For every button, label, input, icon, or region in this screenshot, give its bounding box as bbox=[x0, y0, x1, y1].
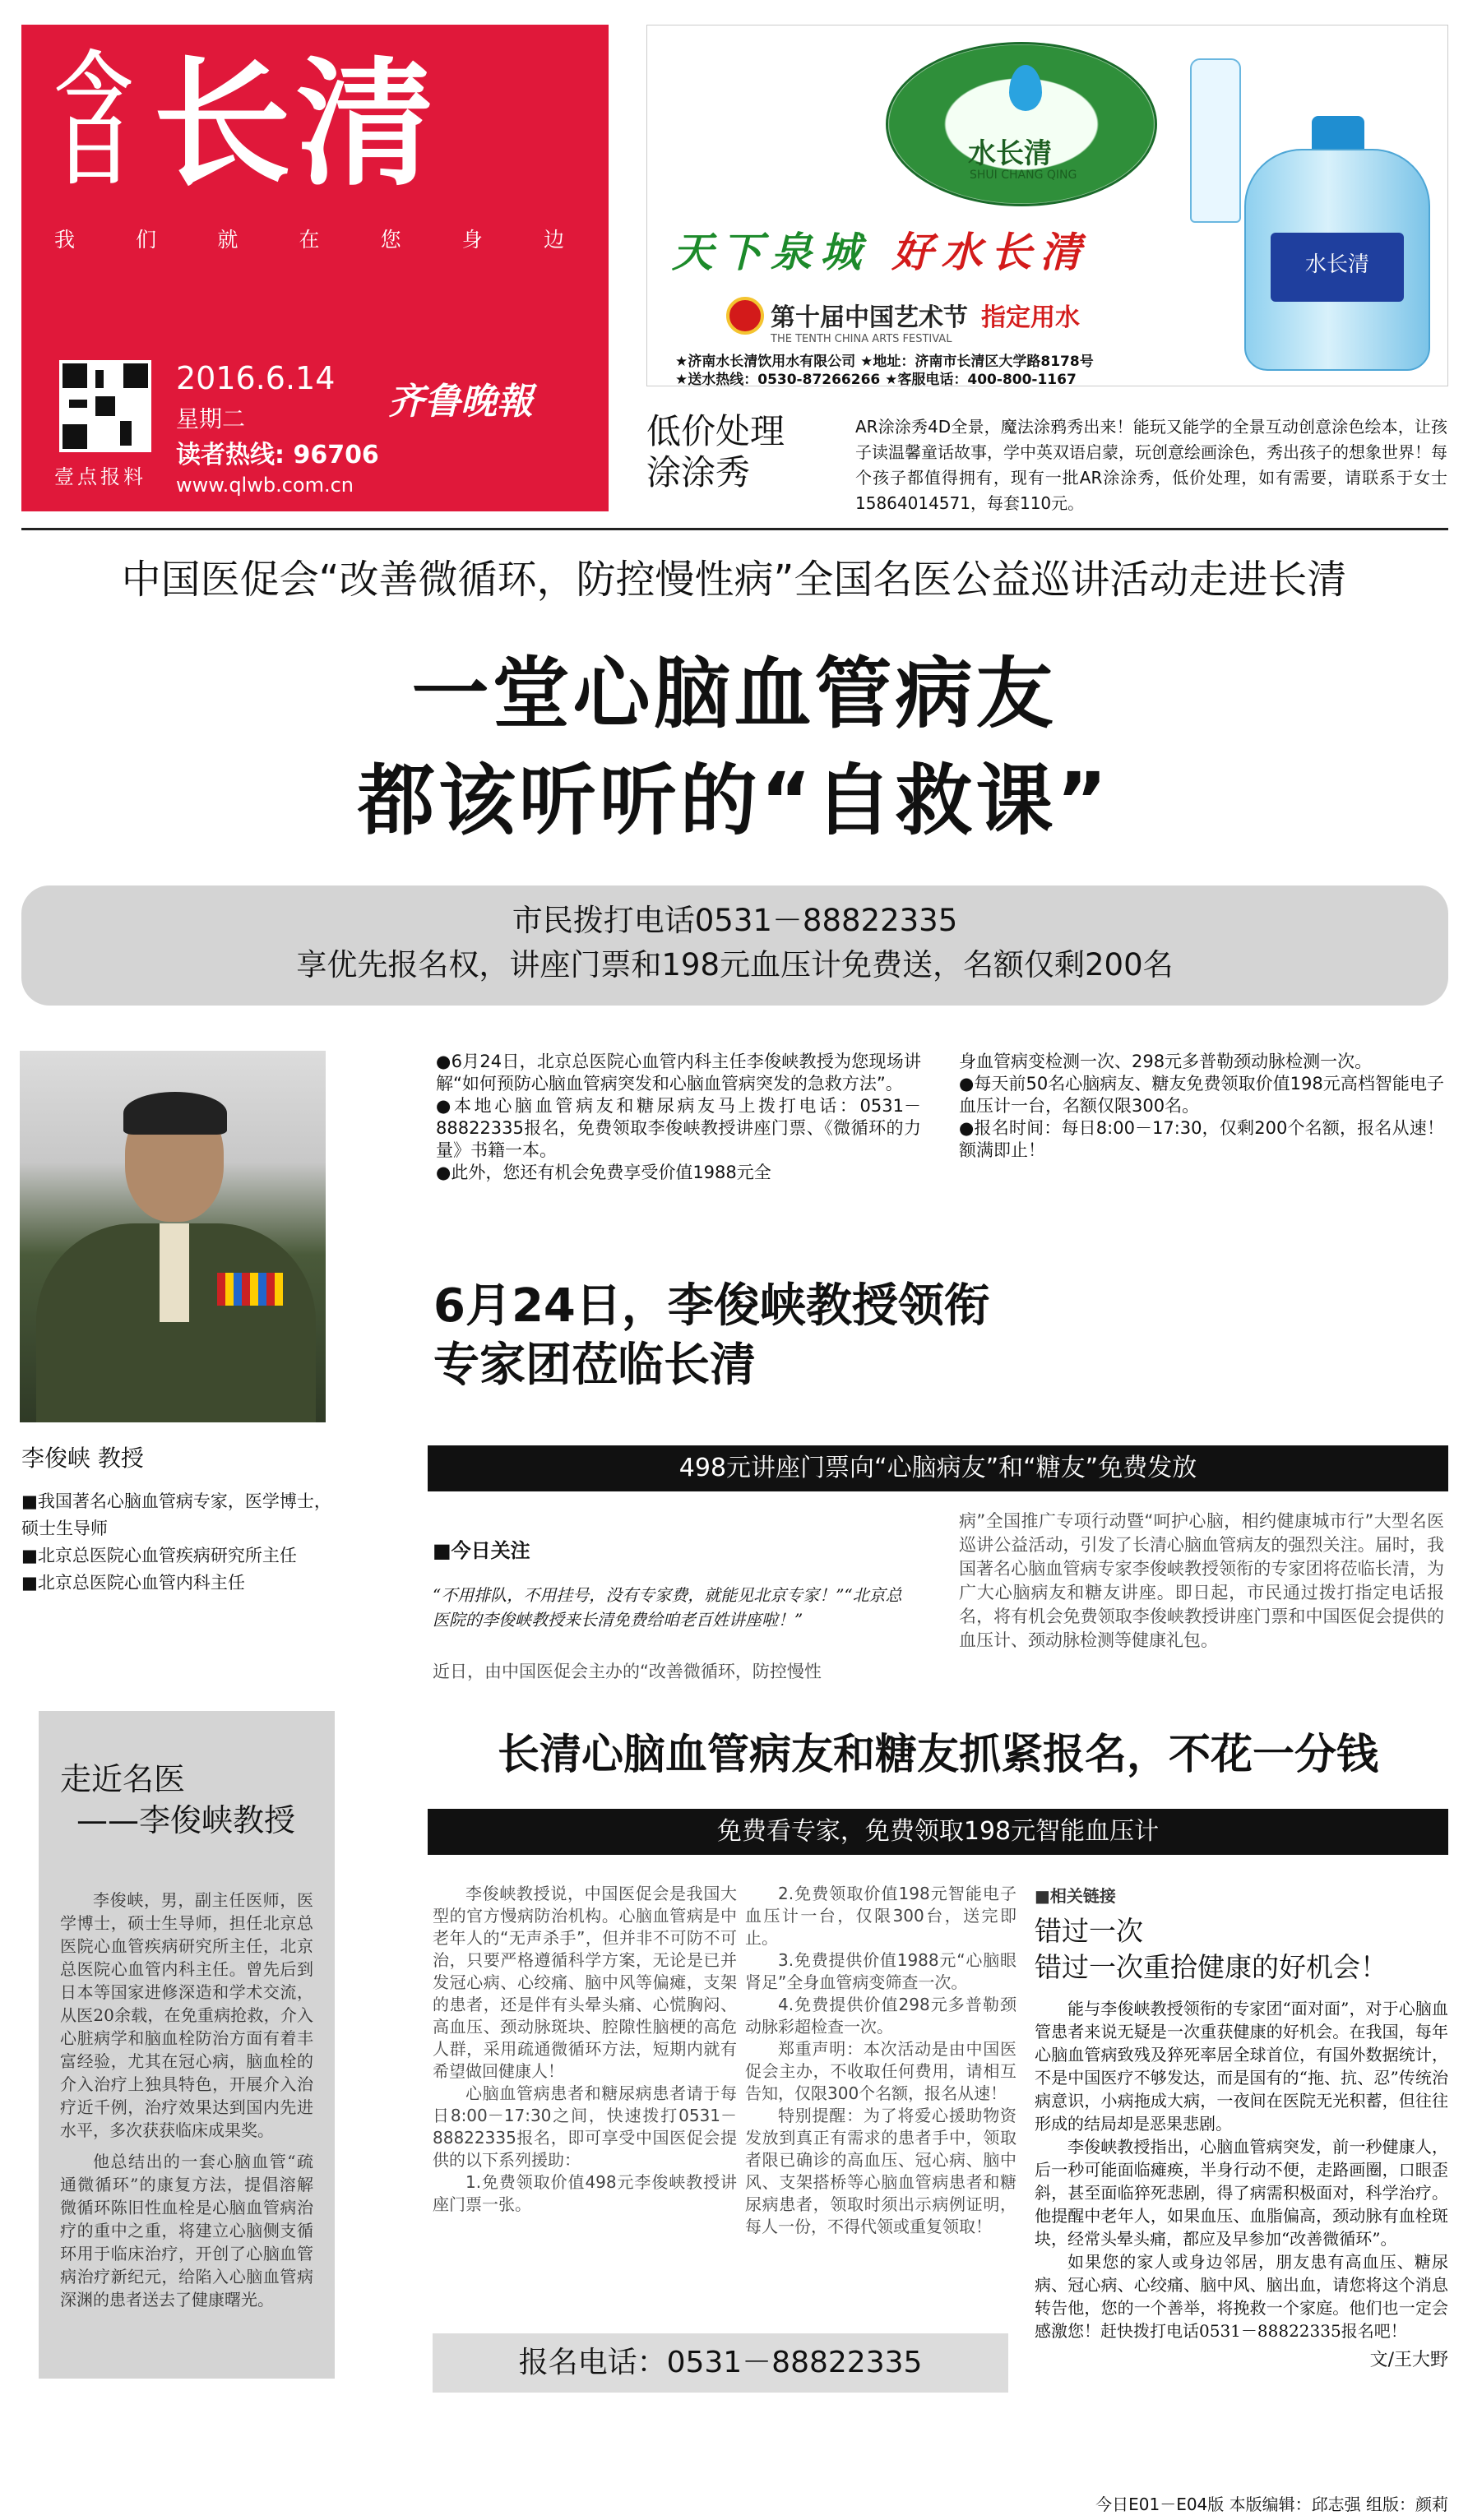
ad-brand-en: SHUI CHANG QING bbox=[970, 169, 1077, 182]
promo-headline-2: 涂涂秀 bbox=[646, 452, 751, 492]
paper-logo: 齐鲁晚報 bbox=[388, 381, 533, 423]
bullets-right bbox=[959, 1051, 1444, 1162]
subhead-1 bbox=[433, 1277, 990, 1395]
black-bar-1: 498元讲座门票向“心脑病友”和“糖友”免费发放 bbox=[428, 1445, 1448, 1491]
bullet: ●6月24日，北京总医院心血管内科主任李俊峡教授为您现场讲解“如何预防心脑血管病突发和心脑血管病突发的急救方法”。 bbox=[436, 1052, 921, 1094]
jug-label: 水长清 bbox=[1271, 233, 1404, 302]
signup-phone-box[interactable]: 报名电话：0531－88822335 bbox=[433, 2333, 1008, 2393]
designated-water: 指定用水 bbox=[981, 303, 1080, 332]
bullet: 身血管病变检测一次、298元多普勒颈动脉检测一次。 bbox=[959, 1052, 1373, 1071]
cta-line: 享优先报名权，讲座门票和198元血压计免费送，名额仅剩200名 bbox=[296, 947, 1174, 983]
medal-ribbons-icon bbox=[217, 1273, 283, 1306]
paragraph: 3.免费提供价值1988元“心脑眼肾足”全身血管病变筛查一次。 bbox=[745, 1950, 1016, 1992]
paragraph: 李俊峡教授说，中国医促会是我国大型的官方慢病防治机构。心脑血管病是中老年人的“无声杀手”，但并非不可防不可治，只要严格遵循科学方案，无论是已并发冠心病、心绞痛、脑中风等偏瘫，支架的患者，还是伴有头晕头痛、心慌胸闷、高血压、颈动脉斑块、腔隙性脑梗的高危人群，采用疏通微循环方法，短期内就有希望做回健康人！ bbox=[433, 1884, 737, 2081]
call-to-action-box bbox=[21, 885, 1448, 1006]
masthead bbox=[21, 25, 609, 511]
cta-line: 市民拨打电话0531－88822335 bbox=[512, 903, 958, 938]
article-col-a bbox=[433, 1883, 737, 2216]
bullet: ●报名时间：每日8:00－17:30，仅剩200个名额，报名从速！额满即止！ bbox=[959, 1118, 1444, 1160]
paragraph: 2.免费领取价值198元智能电子血压计一台，仅限300台，送完即止。 bbox=[745, 1884, 1016, 1948]
qr-code-icon[interactable] bbox=[59, 360, 151, 452]
bullet: ●每天前50名心脑病友、糖友免费领取价值198元高档智能电子血压计一台，名额仅限300名。 bbox=[959, 1074, 1444, 1116]
promo-headline bbox=[646, 411, 785, 493]
paragraph: 心脑血管病患者和糖尿病患者请于每日8:00－17:30之间，快速拨打0531－88822335报名，即可享受中国医促会提供的以下系列援助： bbox=[433, 2083, 737, 2170]
today-quote: “不用排队，不用挂号，没有专家费，就能见北京专家！”“北京总医院的李俊峡教授来长清免费给咱老百姓讲座啦！” bbox=[433, 1585, 902, 1630]
bullet: ●此外，您还有机会免费享受价值1988元全 bbox=[436, 1163, 771, 1182]
related-label: ■相关链接 bbox=[1035, 1886, 1116, 1906]
festival-name: 第十届中国艺术节 bbox=[771, 303, 968, 332]
paragraph: 能与李俊峡教授领衔的专家团“面对面”，对于心脑血管患者来说无疑是一次重获健康的好机会。在我国，每年心脑血管病致残及猝死率居全球首位，有国外数据统计，不是中国医疗不够发达，而是国有的“拖、抗、忍”传统治病意识，小病拖成大病，一夜间在医院无光积蓄，但往往形成的结局却是恶果悲剧。 bbox=[1035, 1999, 1448, 2134]
slogan-char: 我 bbox=[54, 228, 76, 252]
slogan-char: 边 bbox=[543, 228, 564, 252]
bio-line: ■我国著名心脑血管病专家，医学博士，硕士生导师 bbox=[21, 1491, 331, 1538]
paragraph: 李俊峡教授指出，心脑血管病突发，前一秒健康人，后一秒可能面临瘫痪，半身行动不便，走路画圈，口眼歪斜，甚至面临猝死悲剧，得了病需积极面对，科学治疗。他提醒中老年人，如果血压、血脂偏高，颈动脉有血栓斑块，经常头晕头痛，都应及早参加“改善微循环”。 bbox=[1035, 2137, 1448, 2249]
ad-info-line: ★济南水长清饮用水有限公司 ★地址：济南市长清区大学路8178号 bbox=[675, 354, 1094, 370]
slogan-char: 您 bbox=[380, 228, 401, 252]
qr-caption: 壹点报料 bbox=[54, 465, 146, 488]
promo-headline-1: 低价处理 bbox=[646, 411, 785, 451]
subhead-line: 6月24日，李俊峡教授领衔 bbox=[433, 1279, 990, 1333]
sidebar-paragraph: 他总结出的一套心脑血管“疏通微循环”的康复方法，提倡溶解微循环陈旧性血栓是心脑血管病治疗的重中之重，将建立心脑侧支循环用于临床治疗，开创了心脑血管病治疗新纪元，给陷入心脑血管病深渊的患者送去了健康曙光。 bbox=[60, 2152, 313, 2310]
slogan-part: 天下泉城 bbox=[672, 228, 869, 276]
issue-date: 2016.6.14 bbox=[176, 360, 336, 396]
slogan-char: 在 bbox=[299, 228, 320, 252]
ad-info-line: ★送水热线：0530-87266266 ★客服电话：400-800-1167 bbox=[675, 372, 1077, 386]
sidebar-paragraph: 李俊峡，男，副主任医师，医学博士，硕士生导师，担任北京总医院心血管疾病研究所主任，北京总医院心血管内科主任。曾先后到日本等国家进修深造和学术交流，从医20余载，在免重病抢救，介入心脏病学和脑血栓防治方面有着丰富经验，尤其在冠心病，脑血栓的介入治疗上独具特色，开展介入治疗近千例，治疗效果达到国内先进水平，多次获获临床成果奖。 bbox=[60, 1890, 313, 2140]
black-bar-2: 免费看专家，免费领取198元智能血压计 bbox=[428, 1809, 1448, 1855]
slogan-char: 们 bbox=[136, 228, 157, 252]
divider bbox=[21, 528, 1448, 530]
bio-line: ■北京总医院心血管内科主任 bbox=[21, 1573, 245, 1593]
paragraph: 特别提醒：为了将爱心援助物资发放到真正有需求的患者手中，领取者限已确诊的高血压、冠心病、脑中风、支架搭桥等心脑血管病患者和糖尿病患者，领取时须出示病例证明，每人一份，不得代领或重复领取！ bbox=[745, 2106, 1016, 2236]
today-label: ■今日关注 bbox=[433, 1539, 530, 1562]
bio-short bbox=[21, 1488, 338, 1597]
headline-line: 一堂心脑血管病友 bbox=[411, 650, 1057, 739]
bottle-image bbox=[1190, 58, 1241, 223]
sidebar-subtitle: ——李俊峡教授 bbox=[76, 1802, 296, 1838]
paragraph: 4.免费提供价值298元多普勒颈动脉彩超检查一次。 bbox=[745, 1995, 1016, 2037]
ad-brand: 水长清 bbox=[968, 137, 1052, 170]
related-title-2: 错过一次重拾健康的好机会！ bbox=[1035, 1951, 1387, 1983]
masthead-slogan bbox=[54, 224, 564, 253]
paragraph: 郑重声明：本次活动是由中国医促会主办，不收取任何费用，请相互告知，仅限300个名额，报名从速！ bbox=[745, 2039, 1016, 2103]
related-link-column bbox=[1035, 1883, 1448, 2371]
page-footer: 今日E01－E04版 本版编辑：邱志强 组版：颜莉 bbox=[1095, 2495, 1448, 2514]
article-col-b bbox=[745, 1883, 1016, 2238]
promo-text: AR涂涂秀4D全景，魔法涂鸦秀出来！能玩又能学的全景互动创意涂色绘本，让孩子读温馨童话故事，学中英双语启蒙，玩创意绘画涂色，秀出孩子的想象世界！每个孩子都值得拥有，现有一批AR涂涂秀，低价处理，如有需要，请联系于女士15864014571，每套110元。 bbox=[855, 417, 1447, 513]
headline-2: 长清心脑血管病友和糖友抓紧报名，不花一分钱 bbox=[497, 1731, 1378, 1779]
today-paragraph-2: 病”全国推广专项行动暨“呵护心脑，相约健康城市行”大型名医巡讲公益活动，引发了长清心脑血管病友的强烈关注。届时，我国著名心脑血管病专家李俊峡教授领衔的专家团将莅临长清，为广大心脑病友和糖友讲座。即日起，市民通过拨打指定电话报名，将有机会免费领取李俊峡教授讲座门票和中国医促会提供的血压计、颈动脉检测等健康礼包。 bbox=[959, 1511, 1444, 1650]
festival-en: THE TENTH CHINA ARTS FESTIVAL bbox=[771, 333, 952, 345]
paragraph: 1.免费领取价值498元李俊峡教授讲座门票一张。 bbox=[433, 2172, 737, 2214]
water-advertisement bbox=[646, 25, 1448, 386]
ad-info bbox=[675, 353, 1218, 386]
weekday: 星期二 bbox=[176, 405, 246, 432]
related-title-1: 错过一次 bbox=[1035, 1915, 1143, 1947]
slogan-char: 就 bbox=[217, 228, 238, 252]
paragraph: 如果您的家人或身边邻居，朋友患有高血压、糖尿病、冠心病、心绞痛、脑中风、脑出血，请您将这个消息转告他，您的一个善举，将挽救一个家庭。他们也一定会感激您！赶快拨打电话0531－88822335报名吧！ bbox=[1035, 2252, 1448, 2341]
headline-line: 都该听听的“自救课” bbox=[357, 756, 1111, 846]
kicker: 中国医促会“改善微循环，防控慢性病”全国名医公益巡讲活动走进长清 bbox=[121, 557, 1347, 603]
main-headline bbox=[0, 641, 1468, 855]
sidebar-profile bbox=[39, 1711, 335, 2379]
festival-logo-icon bbox=[726, 297, 764, 335]
slogan-part: 好水长清 bbox=[891, 228, 1090, 276]
slogan-char: 身 bbox=[461, 228, 483, 252]
brand-small: 今日 bbox=[55, 44, 132, 195]
bullet: ●本地心脑血管病友和糖尿病友马上拨打电话：0531－88822335报名，免费领取李俊峡教授讲座门票、《微循环的力量》书籍一本。 bbox=[436, 1096, 921, 1160]
festival-line bbox=[771, 297, 1080, 345]
bio-line: ■北京总医院心血管疾病研究所主任 bbox=[21, 1546, 297, 1565]
subhead-line: 专家团莅临长清 bbox=[433, 1339, 756, 1392]
today-paragraph-1: 近日，由中国医促会主办的“改善微循环，防控慢性 bbox=[433, 1662, 822, 1681]
photo-caption: 李俊峡 教授 bbox=[21, 1445, 144, 1472]
bullets-left bbox=[436, 1051, 921, 1184]
website-link[interactable]: www.qlwb.com.cn bbox=[176, 474, 354, 497]
reader-hotline: 读者热线: 96706 bbox=[176, 441, 379, 469]
brand-big: 长清 bbox=[153, 44, 439, 205]
doctor-photo bbox=[20, 1051, 326, 1422]
byline: 文/王大野 bbox=[1369, 2350, 1448, 2370]
ad-slogan bbox=[672, 220, 1089, 279]
sidebar-title: 走近名医 bbox=[60, 1761, 186, 1797]
